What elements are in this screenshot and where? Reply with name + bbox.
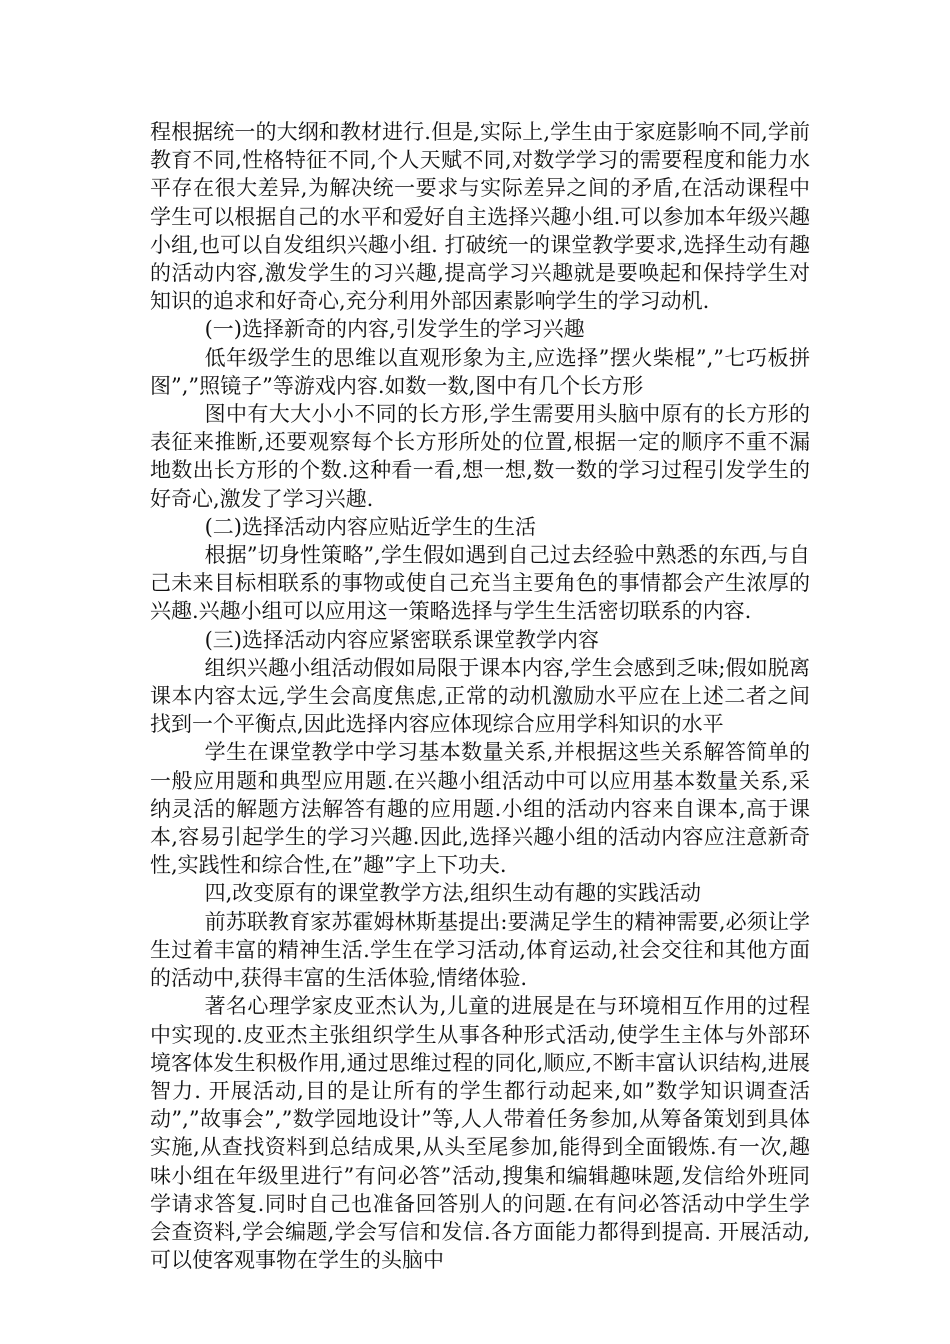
body-paragraph-1: 程根据统一的大纲和教材进行.但是,实际上,学生由于家庭影响不同,学前教育不同,性格特征不同,个人天赋不同,对数学学习的需要程度和能力水平存在很大差异,为解决统一要求与实际差异之间的矛盾,在活动课程中学生可以根据自己的水平和爱好自主选择兴趣小组.可以参加本年级兴趣小组,也可以自发组织兴趣小组. 打破统一的课堂教学要求,选择生动有趣的活动内容,激发学生的习兴趣,提高学习兴趣就是要唤起和保持学生对知识的追求和好奇心,充分利用外部因素影响学生的学习动机.	[150, 120, 810, 314]
section-heading-teaching-methods: 四,改变原有的课堂教学方法,组织生动有趣的实践活动	[204, 881, 701, 906]
body-paragraph-7: 前苏联教育家苏霍姆林斯基提出:要满足学生的精神需要,必须让学生过着丰富的精神生活.学生在学习活动,体育运动,社会交往和其他方面的活动中,获得丰富的生活体验,情绪体验.	[150, 909, 810, 991]
body-paragraph-5: 组织兴趣小组活动假如局限于课本内容,学生会感到乏味;假如脱离课本内容太远,学生会高度焦虑,正常的动机激励水平应在上述二者之间找到一个平衡点,因此选择内容应体现综合应用学科知识的水平	[150, 655, 810, 737]
body-paragraph-3: 图中有大大小小不同的长方形,学生需要用头脑中原有的长方形的表征来推断,还要观察每个长方形所处的位置,根据一定的顺序不重不漏地数出长方形的个数.这种看一看,想一想,数一数的学习过程引发学生的好奇心,激发了学习兴趣.	[150, 402, 810, 511]
body-paragraph-8: 著名心理学家皮亚杰认为,儿童的进展是在与环境相互作用的过程中实现的.皮亚杰主张组织学生从事各种形式活动,使学生主体与外部环境客体发生积极作用,通过思维过程的同化,顺应,不断丰富认识结构,进展智力. 开展活动,目的是让所有的学生都行动起来,如”数学知识调查活动”,”故事会”,”数学园地设计”等,人人带着任务参加,从筹备策划到具体实施,从查找资料到总结成果,从头至尾参加,能得到全面锻炼.有一次,趣味小组在年级里进行”有问必答”活动,搜集和编辑趣味题,发信给外班同学请求答复.同时自己也准备回答别人的问题.在有问必答活动中学生学会查资料,学会编题,学会写信和发信.各方面能力都得到提高. 开展活动,可以使客观事物在学生的头脑中	[150, 994, 810, 1273]
body-paragraph-4: 根据”切身性策略”,学生假如遇到自己过去经验中熟悉的东西,与自己未来目标相联系的事物或使自己充当主要角色的事情都会产生浓厚的兴趣.兴趣小组可以应用这一策略选择与学生生活密切联系的内容.	[150, 543, 810, 624]
section-heading-classroom-content: (三)选择活动内容应紧密联系课堂教学内容	[204, 627, 599, 652]
section-heading-novel-content: (一)选择新奇的内容,引发学生的学习兴趣	[204, 317, 585, 342]
body-paragraph-2: 低年级学生的思维以直观形象为主,应选择”摆火柴棍”,”七巧板拼图”,”照镜子”等游戏内容.如数一数,图中有几个长方形	[150, 345, 810, 398]
document-page	[150, 118, 810, 1274]
section-heading-student-life: (二)选择活动内容应贴近学生的生活	[204, 514, 536, 539]
body-paragraph-6: 学生在课堂教学中学习基本数量关系,并根据这些关系解答简单的一般应用题和典型应用题.在兴趣小组活动中可以应用基本数量关系,采纳灵活的解题方法解答有趣的应用题.小组的活动内容来自课本,高于课本,容易引起学生的学习兴趣.因此,选择兴趣小组的活动内容应注意新奇性,实践性和综合性,在”趣”字上下功夫.	[150, 740, 810, 878]
